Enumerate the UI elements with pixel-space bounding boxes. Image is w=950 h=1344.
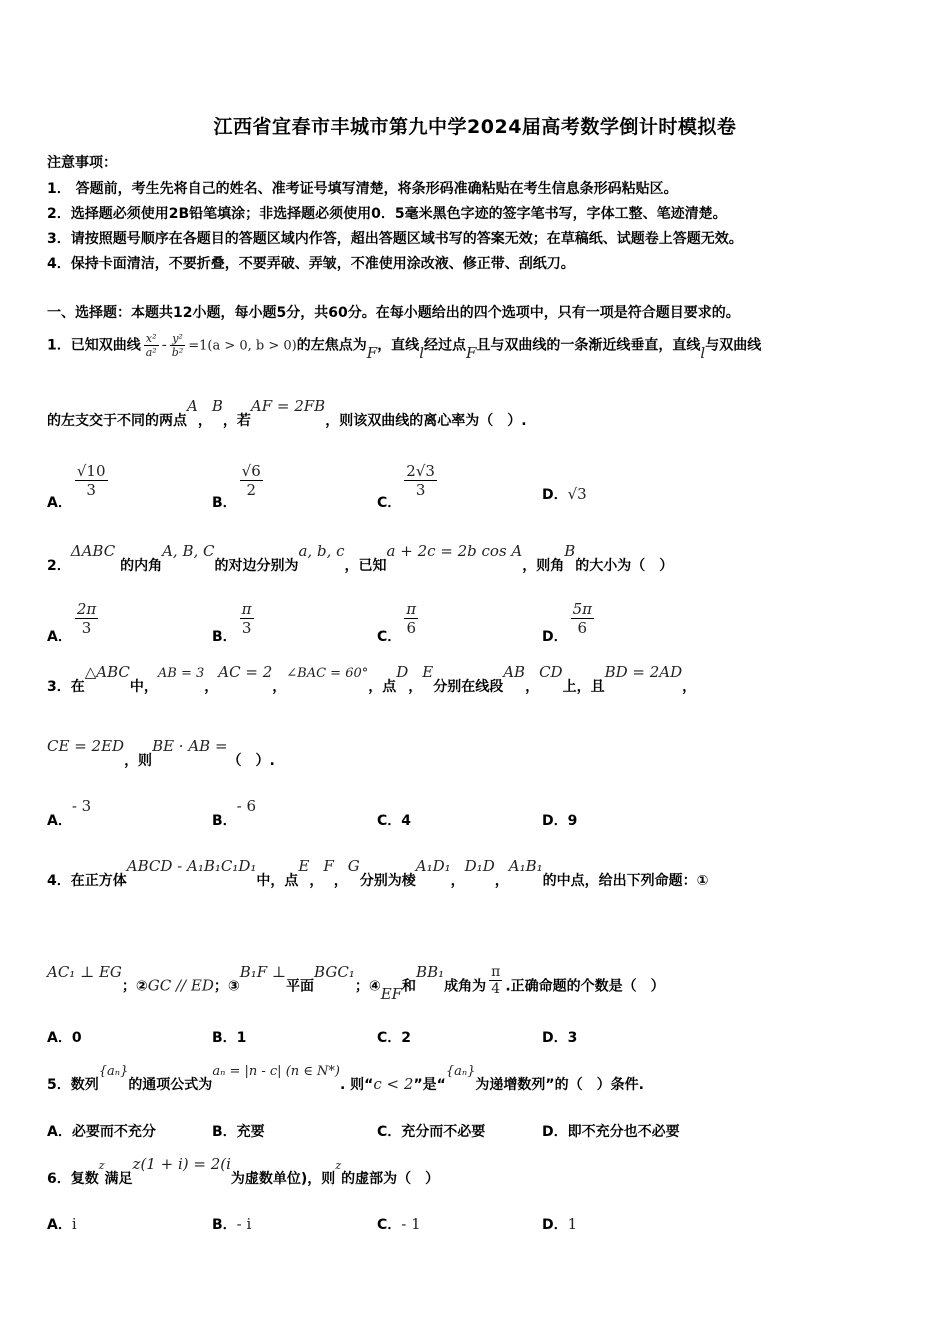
q6-option-c[interactable]: C．- 1 [377, 1215, 421, 1233]
question-1-line-1: 1．已知双曲线 $\frac{\text{x²}}{\text{a²}}$ - $\frac{\text{y²}}{\text{b²}}$ =1(a > 0, b > 0)的左焦点为F，直线l经过点F且与双曲线的一条渐近线垂直，直线l与双曲线 [47, 332, 762, 362]
q3-option-b[interactable]: B．- 6 [212, 797, 257, 829]
q3-option-d[interactable]: D．9 [542, 813, 578, 829]
question-6: 6．复数$^z$满足z(1 + i) = 2(i为虚数单位)，则$^z$的虚部为（ ） [47, 1155, 440, 1187]
q5-option-a[interactable]: A．必要而不充分 [47, 1124, 156, 1140]
q1-option-b[interactable]: B． $\frac{√6}{2}$ [212, 462, 261, 511]
q2-option-a[interactable]: A． $\frac{2\pi}{3}$ [47, 600, 97, 645]
q3-option-c[interactable]: C．4 [377, 813, 412, 829]
q2-option-d[interactable]: D． $\frac{5\pi}{6}$ [542, 600, 593, 645]
notice-item-4: 4．保持卡面清洁，不要折叠，不要弄破、弄皱，不准使用涂改液、修正带、刮纸刀。 [47, 256, 575, 272]
question-3-line-2: CE = 2ED，则BE · AB =（ ）. [47, 737, 275, 769]
q2-option-c[interactable]: C． $\frac{\pi}{6}$ [377, 600, 417, 645]
q1-option-a[interactable]: A． $\frac{√10}{3}$ [47, 462, 106, 511]
frac-y2-b2: $\frac{\text{y²}}{\text{b²}}$ [171, 332, 184, 359]
q1-option-d[interactable]: D．√3 [542, 485, 587, 503]
frac-x2-a2: $\frac{\text{x²}}{\text{a²}}$ [145, 332, 157, 359]
q6-option-b[interactable]: B．- i [212, 1215, 252, 1233]
section-heading: 一、选择题：本题共12小题，每小题5分，共60分。在每小题给出的四个选项中，只有一项是符合题目要求的。 [47, 305, 740, 321]
q3-option-a[interactable]: A．- 3 [47, 797, 92, 829]
notice-item-1: 1． 答题前，考生先将自己的姓名、准考证号填写清楚，将条形码准确粘贴在考生信息条形码粘贴区。 [47, 181, 678, 197]
q4-option-a[interactable]: A．0 [47, 1030, 82, 1046]
notice-heading: 注意事项： [47, 155, 117, 171]
question-2: 2．ΔABC 的内角A, B, C的对边分别为a, b, c，已知a + 2c = 2b cos A，则角B的大小为（ ） [47, 542, 674, 574]
q6-option-a[interactable]: A．i [47, 1215, 77, 1233]
q2-option-b[interactable]: B． $\frac{\pi}{3}$ [212, 600, 252, 645]
question-1-line-2: 的左支交于不同的两点A，B，若AF = 2FB，则该双曲线的离心率为（ ）. [47, 397, 527, 429]
notice-item-3: 3．请按照题号顺序在各题目的答题区域内作答，超出答题区域书写的答案无效；在草稿纸、试题卷上答题无效。 [47, 231, 743, 247]
q4-option-c[interactable]: C．2 [377, 1030, 412, 1046]
q4-option-b[interactable]: B．1 [212, 1030, 247, 1046]
page-title: 江西省宜春市丰城市第九中学2024届高考数学倒计时模拟卷 [213, 116, 737, 138]
q5-option-d[interactable]: D．即不充分也不必要 [542, 1124, 680, 1140]
q1-option-c[interactable]: C． $\frac{2√3}{3}$ [377, 462, 435, 511]
q4-option-d[interactable]: D．3 [542, 1030, 578, 1046]
question-4-line-2: AC₁ ⊥ EG；②GC // ED；③B₁F ⊥平面BGC₁；④EF和BB₁成角为 $\frac{\pi}{4}$ .正确命题的个数是（ ） [47, 962, 665, 1003]
q6-option-d[interactable]: D．1 [542, 1215, 578, 1233]
question-5: 5．数列{aₙ}的通项公式为aₙ = |n - c| (n ∈ N*). 则“c < 2”是“{aₙ}为递增数列”的（ ）条件. [47, 1064, 644, 1093]
q5-option-c[interactable]: C．充分而不必要 [377, 1124, 486, 1140]
q5-option-b[interactable]: B．充要 [212, 1124, 265, 1140]
notice-item-2: 2．选择题必须使用2B铅笔填涂；非选择题必须使用0．5毫米黑色字迹的签字笔书写，字体工整、笔迹清楚。 [47, 206, 727, 222]
question-3-line-1: 3．在△ABC中，AB = 3，AC = 2，∠BAC = 60°，点D，E分别在线段AB，CD上，且BD = 2AD， [47, 663, 697, 695]
question-4-line-1: 4．在正方体ABCD - A₁B₁C₁D₁中，点E，F，G分别为棱A₁D₁，D₁D，A₁B₁的中点，给出下列命题：① [47, 857, 709, 889]
